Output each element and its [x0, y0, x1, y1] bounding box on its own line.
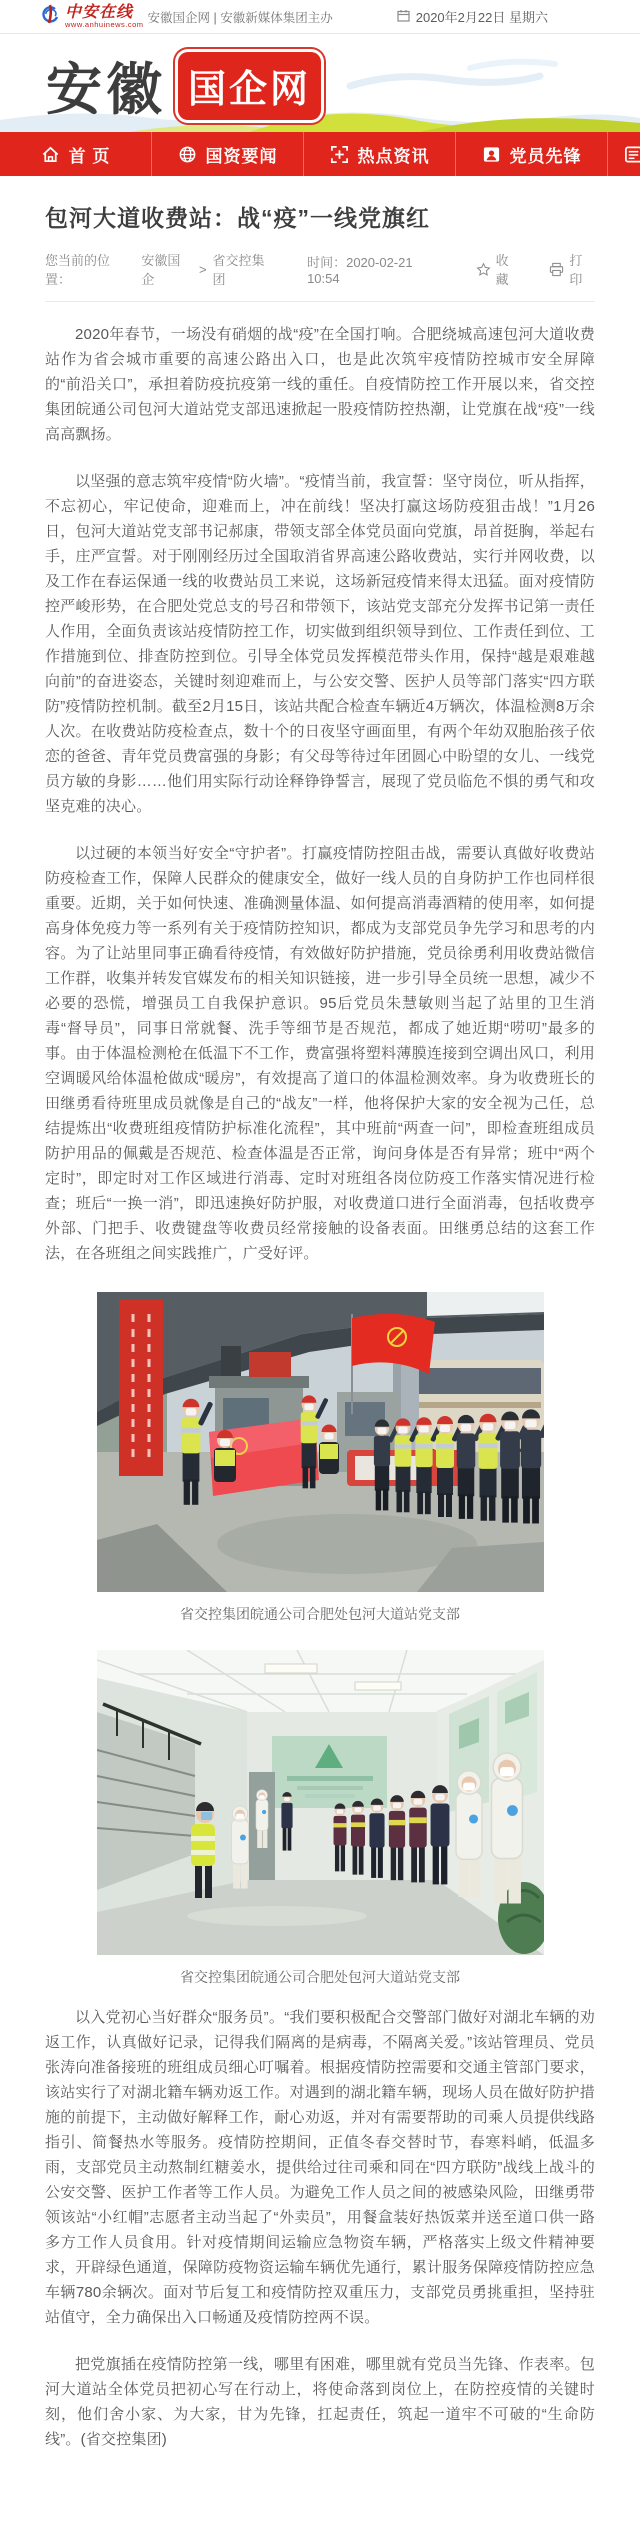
article	[0, 200, 640, 2526]
nav-item-hot-topics[interactable]	[304, 132, 456, 176]
globe-icon	[178, 145, 197, 164]
publish-time	[307, 252, 448, 286]
breadcrumb-home[interactable]: 安徽国企	[141, 253, 181, 287]
brand-url: www.anhuinews.com	[65, 20, 144, 30]
favorite-label: 收藏	[495, 253, 509, 287]
nav-item-soe-news[interactable]	[152, 132, 304, 176]
favorite-button[interactable]	[476, 250, 522, 288]
article-meta-bar	[45, 250, 595, 302]
site-label: 安徽国企网 | 安徽新媒体集团主办	[147, 10, 333, 25]
anhuinews-logo[interactable]	[38, 3, 144, 30]
date-text: 2020年2月22日 星期六	[415, 10, 548, 25]
page-title: 包河大道收费站：战“疫”一线党旗红	[45, 205, 430, 231]
paragraph: 以入党初心当好群众“服务员”。“我们要积极配合交警部门做好对湖北车辆的劝返工作，认真做好记录，记得我们隔离的是病毒，不隔离关爱。”该站管理员、党员张涛向准备接班的班组成员细心叮嘱着。根据疫情防控需要和交通主管部门要求，该站实行了对湖北籍车辆劝返工作。对遇到的湖北籍车辆，现场人员在做好防护措施的前提下，主动做好解释工作，耐心劝返，并对有需要帮助的司乘人员提供线路指引、简餐热水等服务。疫情防控期间，正值冬春交替时节，春寒料峭，低温多雨，支部党员主动熬制红糖姜水，提供给过往司乘和同在“四方联防”战线上战斗的公安交警、医护工作者等工作人员。为避免工作人员之间的被感染风险，田继勇带领该站“小红帽”志愿者主动当起了“外卖员”，用餐盒装好热饭菜并送至道口供一路多方工作人员食用。针对疫情期间运输应急物资车辆，严格落实上级文件精神要求，开辟绿色通道，保障防疫物资运输车辆优先通行，累计服务保障疫情防控应急车辆780余辆次。面对节后复工和疫情防控双重压力，支部党员勇挑重担，坚持驻站值守，全力确保出入口畅通及疫情防控两不误。	[45, 2009, 595, 2326]
nav-item-more[interactable]	[608, 132, 640, 176]
nav-label: 热点资讯	[357, 146, 430, 166]
site-logo-stamp: 国企网	[178, 52, 321, 120]
paragraph: 以坚强的意志筑牢疫情“防火墙”。“疫情当前，我宣誓：坚守岗位，听从指挥，不忘初心，牢记使命，迎难而上，冲在前线！坚决打赢这场防疫狙击战！”1月26日，包河大道站党支部书记郝康，带领支部全体党员面向党旗，昂首挺胸，举起右手，庄严宣誓。对于刚刚经历过全国取消省界高速公路收费站，实行并网收费，以及工作在春运保通一线的收费站员工来说，这场新冠疫情来得太迅猛。面对疫情防控严峻形势，在合肥处党总支的号召和带领下，该站党支部充分发挥书记第一责任人作用，全面负责该站疫情防控工作，切实做到组织领导到位、工作责任到位、工作措施到位、排查防控到位。引导全体党员发挥模范带头作用，保持“越是艰难越向前”的奋进姿态，关键时刻迎难而上，与公安交警、医护人员等部门落实“四方联防”疫情防控机制。截至2月15日，该站共配合检查车辆近4万辆次，体温检测8万余人次。在收费站防疫检查点，数十个的日夜坚守画面里，有两个年幼双胞胎孩子依恋的爸爸、青年党员费富强的身影；有父母等待过年团圆心中盼望的女儿、一线党员方敏的身影……他们用实际行动诠释铮铮誓言，展现了党员临危不惧的勇气和攻坚克难的决心。	[45, 473, 595, 815]
nav-label: 党员先锋	[509, 146, 582, 166]
print-button[interactable]	[549, 250, 595, 288]
hot-topics-icon	[330, 145, 349, 164]
home-icon	[41, 145, 60, 164]
figure-caption: 省交控集团皖通公司合肥处包河大道站党支部	[180, 1606, 460, 1622]
time-label: 时间：	[307, 255, 347, 270]
figure-caption: 省交控集团皖通公司合肥处包河大道站党支部	[180, 1969, 460, 1985]
time-value: 2020-02-21 10:54	[307, 255, 413, 286]
article-photo-lobby	[97, 1650, 544, 1955]
topbar	[0, 0, 640, 34]
news-card-icon	[624, 145, 640, 164]
article-figure-1	[97, 1292, 544, 1624]
brand-name: 中安在线	[65, 2, 134, 22]
article-body	[45, 302, 595, 2452]
nav-label: 国资要闻	[205, 146, 278, 166]
paragraph: 以过硬的本领当好安全“守护者”。打赢疫情防控阻击战，需要认真做好收费站防疫检查工作，保障人民群众的健康安全，做好一线人员的自身防护工作也同样很重要。近期，关于如何快速、准确测量体温、如何提高消毒酒精的使用率，如何提高身体免疫力等一系列有关于疫情防控知识，都成为支部党员争先学习和思考的内容。为了让站里同事正确看待疫情，有效做好防护措施，党员徐勇利用收费站微信工作群，收集并转发官媒发布的相关知识链接，进一步引导全员统一思想，减少不必要的恐慌，增强员工自我保护意识。95后党员朱慧敏则当起了站里的卫生消毒“督导员”，同事日常就餐、洗手等细节是否规范，都成了她近期“唠叨”最多的事。由于体温检测枪在低温下不工作，费富强将塑料薄膜连接到空调出风口，利用空调暖风给体温枪做成“暖房”，有效提高了道口的体温检测效率。身为收费班长的田继勇看待班里成员就像是自己的“战友”一样，他将保护大家的安全视为己任，总结提炼出“收费班组疫情防护标准化流程”，其中班前“两查一问”，即检查班组成员防护用品的佩戴是否规范、检查体温是否正常，询问身体是否有异常；班中“两个定时”，即定时对工作区域进行消毒、定时对班组各岗位防疫工作落实情况进行检查；班后“一换一消”，即迅速换好防护服，对收费道口进行全面消毒，包括收费亭外部、门把手、收费键盘等收费员经常接触的设备表面。田继勇总结的这套工作法，在各班组之间实践推广，广受好评。	[45, 845, 595, 1262]
star-icon	[476, 262, 491, 277]
nav-label: 首 页	[68, 146, 111, 166]
site-logo[interactable]	[46, 46, 321, 126]
main-nav	[0, 132, 640, 176]
printer-icon	[549, 262, 564, 277]
breadcrumb-section[interactable]: 省交控集团	[212, 253, 265, 287]
article-photo-toll-plaza	[97, 1292, 544, 1592]
anhuinews-swirl-icon	[38, 3, 62, 30]
site-logo-region-text: 安徽	[46, 58, 166, 121]
paragraph: 把党旗插在疫情防控第一线，哪里有困难，哪里就有党员当先锋、作表率。包河大道站全体党员把初心写在行动上，将使命落到岗位上，在防控疫情的关键时刻，他们舍小家、为大家，甘为先锋，扛起责任，筑起一道牢不可破的“生命防线”。(省交控集团)	[45, 2356, 595, 2448]
breadcrumb-separator: >	[198, 261, 207, 277]
print-label: 打印	[569, 253, 583, 287]
party-member-icon	[482, 145, 501, 164]
nav-item-home[interactable]	[0, 132, 152, 176]
nav-item-party-pioneer[interactable]	[456, 132, 608, 176]
site-banner	[0, 34, 640, 132]
breadcrumb-label: 您当前的位置：	[45, 253, 111, 287]
current-date	[397, 7, 548, 26]
paragraph: 2020年春节，一场没有硝烟的战“疫”在全国打响。合肥绕城高速包河大道收费站作为省会城市重要的高速公路出入口，也是此次筑牢疫情防控城市安全屏障的“前沿关口”，承担着防疫抗疫第一线的重任。自疫情防控工作开展以来，省交控集团皖通公司包河大道站党支部迅速掀起一股疫情防控热潮，让党旗在战“疫”一线高高飘扬。	[45, 326, 595, 443]
article-figure-2	[97, 1650, 544, 1987]
calendar-icon	[397, 9, 410, 25]
